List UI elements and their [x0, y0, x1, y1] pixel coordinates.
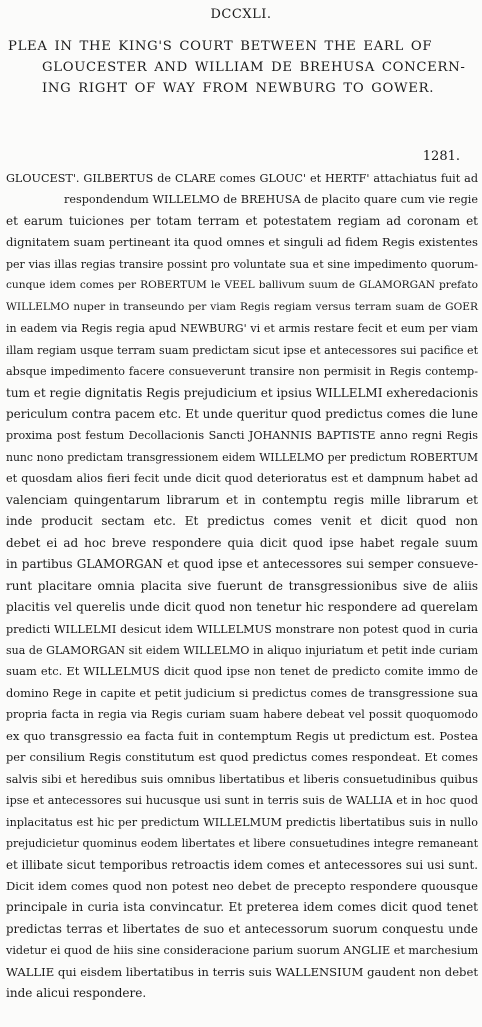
body-line: absque impedimento facere consueverunt transire non permisit in Regis contemp-	[6, 365, 478, 379]
title-line: GLOUCESTER AND WILLIAM DE BREHUSA CONCERN-	[42, 60, 466, 75]
body-line: predicti WILLELMI desicut idem WILLELMUS monstrare non potest quod in curia	[6, 622, 478, 636]
body-line: debet ei ad hoc breve respondere quia dicit quod ipse habet regale suum	[6, 535, 478, 550]
document-number: DCCXLI.	[210, 7, 272, 22]
body-line: principale in curia ista convincatur. Et preterea idem comes dicit quod tenet	[6, 900, 478, 915]
body-line: tum et regie dignitatis Regis prejudicium et ipsius WILLELMI exheredacionis	[6, 385, 479, 400]
title-line: PLEA IN THE KING'S COURT BETWEEN THE EARL OF	[8, 39, 433, 54]
body-line: WILLELMO nuper in transeundo per viam Regis regiam versus terram suam de GOER	[6, 300, 478, 313]
document-title	[8, 36, 478, 99]
body-line: valenciam quingentarum librarum et in contemptu regis mille librarum et	[6, 492, 478, 507]
body-line: GLOUCEST'. GILBERTUS de CLARE comes GLOUC' et HERTF' attachiatus fuit ad	[6, 172, 478, 185]
body-line: proxima post festum Decollacionis Sancti JOHANNIS BAPTISTE anno regni Regis	[6, 429, 478, 443]
body-line: in partibus GLAMORGAN et quod ipse et antecessores sui semper consueve-	[6, 557, 478, 572]
body-line: in eadem via Regis regia apud NEWBURG' vi et armis restare fecit et eum per viam	[6, 322, 478, 336]
document-body	[6, 168, 478, 1005]
body-line: inde alicui respondere.	[6, 986, 147, 1001]
body-line: nunc nono predictam transgressionem eidem WILLELMO per predictum ROBERTUM	[6, 450, 478, 464]
body-line: runt placitare omnia placita sive fuerunt de transgressionibus sive de aliis	[6, 578, 478, 593]
body-line: inde producit sectam etc. Et predictus comes venit et dicit quod non	[6, 514, 478, 529]
body-line: et quosdam alios fieri fecit unde dicit quod deterioratus est et dampnum habet ad	[6, 472, 478, 486]
body-line: per consilium Regis constitutum est quod predictus comes respondeat. Et comes	[6, 750, 478, 765]
body-line: sua de GLAMORGAN sit eidem WILLELMO in aliquo injuriatum et petit inde curiam	[6, 643, 478, 657]
body-line: predictas terras et libertates de suo et antecessorum suorum conquestu unde	[6, 921, 478, 936]
body-line: dignitatem suam pertineant ita quod omnes et singuli ad fidem Regis existentes	[6, 235, 478, 250]
body-line: et earum tuiciones per totam terram et potestatem regiam ad coronam et	[6, 213, 478, 228]
body-line: per vias illas regias transire possint pro voluntate sua et sine impedimento quorum-	[6, 257, 478, 271]
body-line: et illibate sicut temporibus retroactis idem comes et antecessores sui usi sunt.	[6, 857, 478, 872]
body-line: Dicit idem comes quod non potest neo debet de precepto respondere quousque	[6, 878, 478, 893]
body-line: illam regiam usque terram suam predictam sicut ipse et antecessores sui pacifice et	[6, 343, 478, 357]
document-date: 1281.	[422, 149, 460, 164]
body-line: ipse et antecessores sui hucusque usi sunt in terris suis de WALLIA et in hoc quod	[6, 794, 478, 808]
body-line: prejudicietur quominus eodem libertates et libere consuetudines integre remaneant	[6, 837, 478, 851]
body-line: WALLIE qui eisdem libertatibus in terris suis WALLENSIUM gaudent non debet	[6, 964, 478, 979]
body-line: cunque idem comes per ROBERTUM le VEEL ballivum suum de GLAMORGAN prefato	[6, 279, 478, 292]
title-line: ING RIGHT OF WAY FROM NEWBURG TO GOWER.	[42, 81, 435, 96]
body-line: placitis vel querelis unde dicit quod non tenetur hic respondere ad querelam	[6, 600, 478, 615]
body-line: salvis sibi et heredibus suis omnibus libertatibus et liberis consuetudinibus quibus	[6, 772, 478, 786]
body-line: propria facta in regia via Regis curiam suam habere debeat vel possit quoquomodo	[6, 708, 478, 722]
body-line: videtur ei quod de hiis sine consideracione parium suorum ANGLIE et marchesium	[6, 944, 479, 958]
body-line: ex quo transgressio ea facta fuit in contemptum Regis ut predictum est. Postea	[6, 728, 478, 743]
body-line: suam etc. Et WILLELMUS dicit quod ipse non tenet de predicto comite immo de	[6, 664, 478, 679]
body-line: periculum contra pacem etc. Et unde queritur quod predictus comes die lune	[6, 406, 478, 421]
body-line: inplacitatus est hic per predictum WILLELMUM predictis libertatibus suis in nullo	[6, 815, 478, 829]
body-line: domino Rege in capite et petit judicium si predictus comes de transgressione sua	[6, 685, 478, 700]
body-line: respondendum WILLELMO de BREHUSA de placito quare cum vie regie	[64, 193, 478, 207]
